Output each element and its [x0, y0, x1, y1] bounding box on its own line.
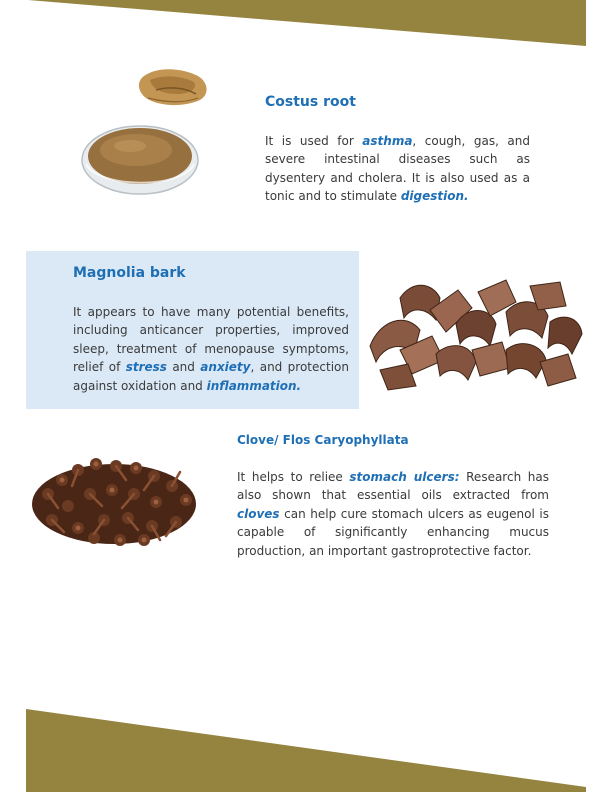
costus-root-description — [265, 132, 530, 206]
highlighted-term: stress — [125, 360, 167, 375]
magnolia-bark-title: Magnolia bark — [73, 265, 186, 281]
text-run: It appears to have many potential benefits, including anticancer properties, improved sleep, treatment of menopause symptoms, relief of — [73, 305, 349, 375]
text-run: It is used for — [265, 134, 363, 148]
clove-title: Clove/ Flos Caryophyllata — [237, 433, 409, 447]
text-run: , and protection against oxidation and — [73, 360, 349, 393]
costus-root-powder-image — [78, 64, 222, 198]
text-run: can help cure stomach ulcers as eugenol is capable of significantly enhancing mucus production, an important gastroprotective factor. — [237, 506, 549, 558]
text-run: and — [166, 360, 201, 375]
text-run: , cough, gas, and severe intestinal diseases such as dysentery and cholera. It is also used as a tonic and to stimulate — [265, 134, 531, 204]
highlighted-term: anxiety — [200, 360, 251, 375]
highlighted-term: stomach ulcers: — [349, 470, 460, 484]
magnolia-bark-description — [73, 303, 349, 395]
clove-image — [28, 450, 202, 554]
highlighted-term: cloves — [237, 506, 280, 521]
costus-root-title: Costus root — [265, 94, 356, 110]
highlighted-term: digestion. — [400, 189, 469, 204]
highlighted-term: asthma — [362, 134, 413, 148]
highlighted-term: inflammation. — [206, 378, 302, 393]
text-run: It helps to reliee — [237, 470, 350, 484]
top-gold-band — [28, 0, 586, 46]
bottom-gold-band — [26, 709, 586, 792]
text-run: Research has also shown that essential oils extracted from — [237, 470, 549, 503]
clove-description — [237, 468, 549, 560]
magnolia-bark-image — [360, 250, 586, 408]
